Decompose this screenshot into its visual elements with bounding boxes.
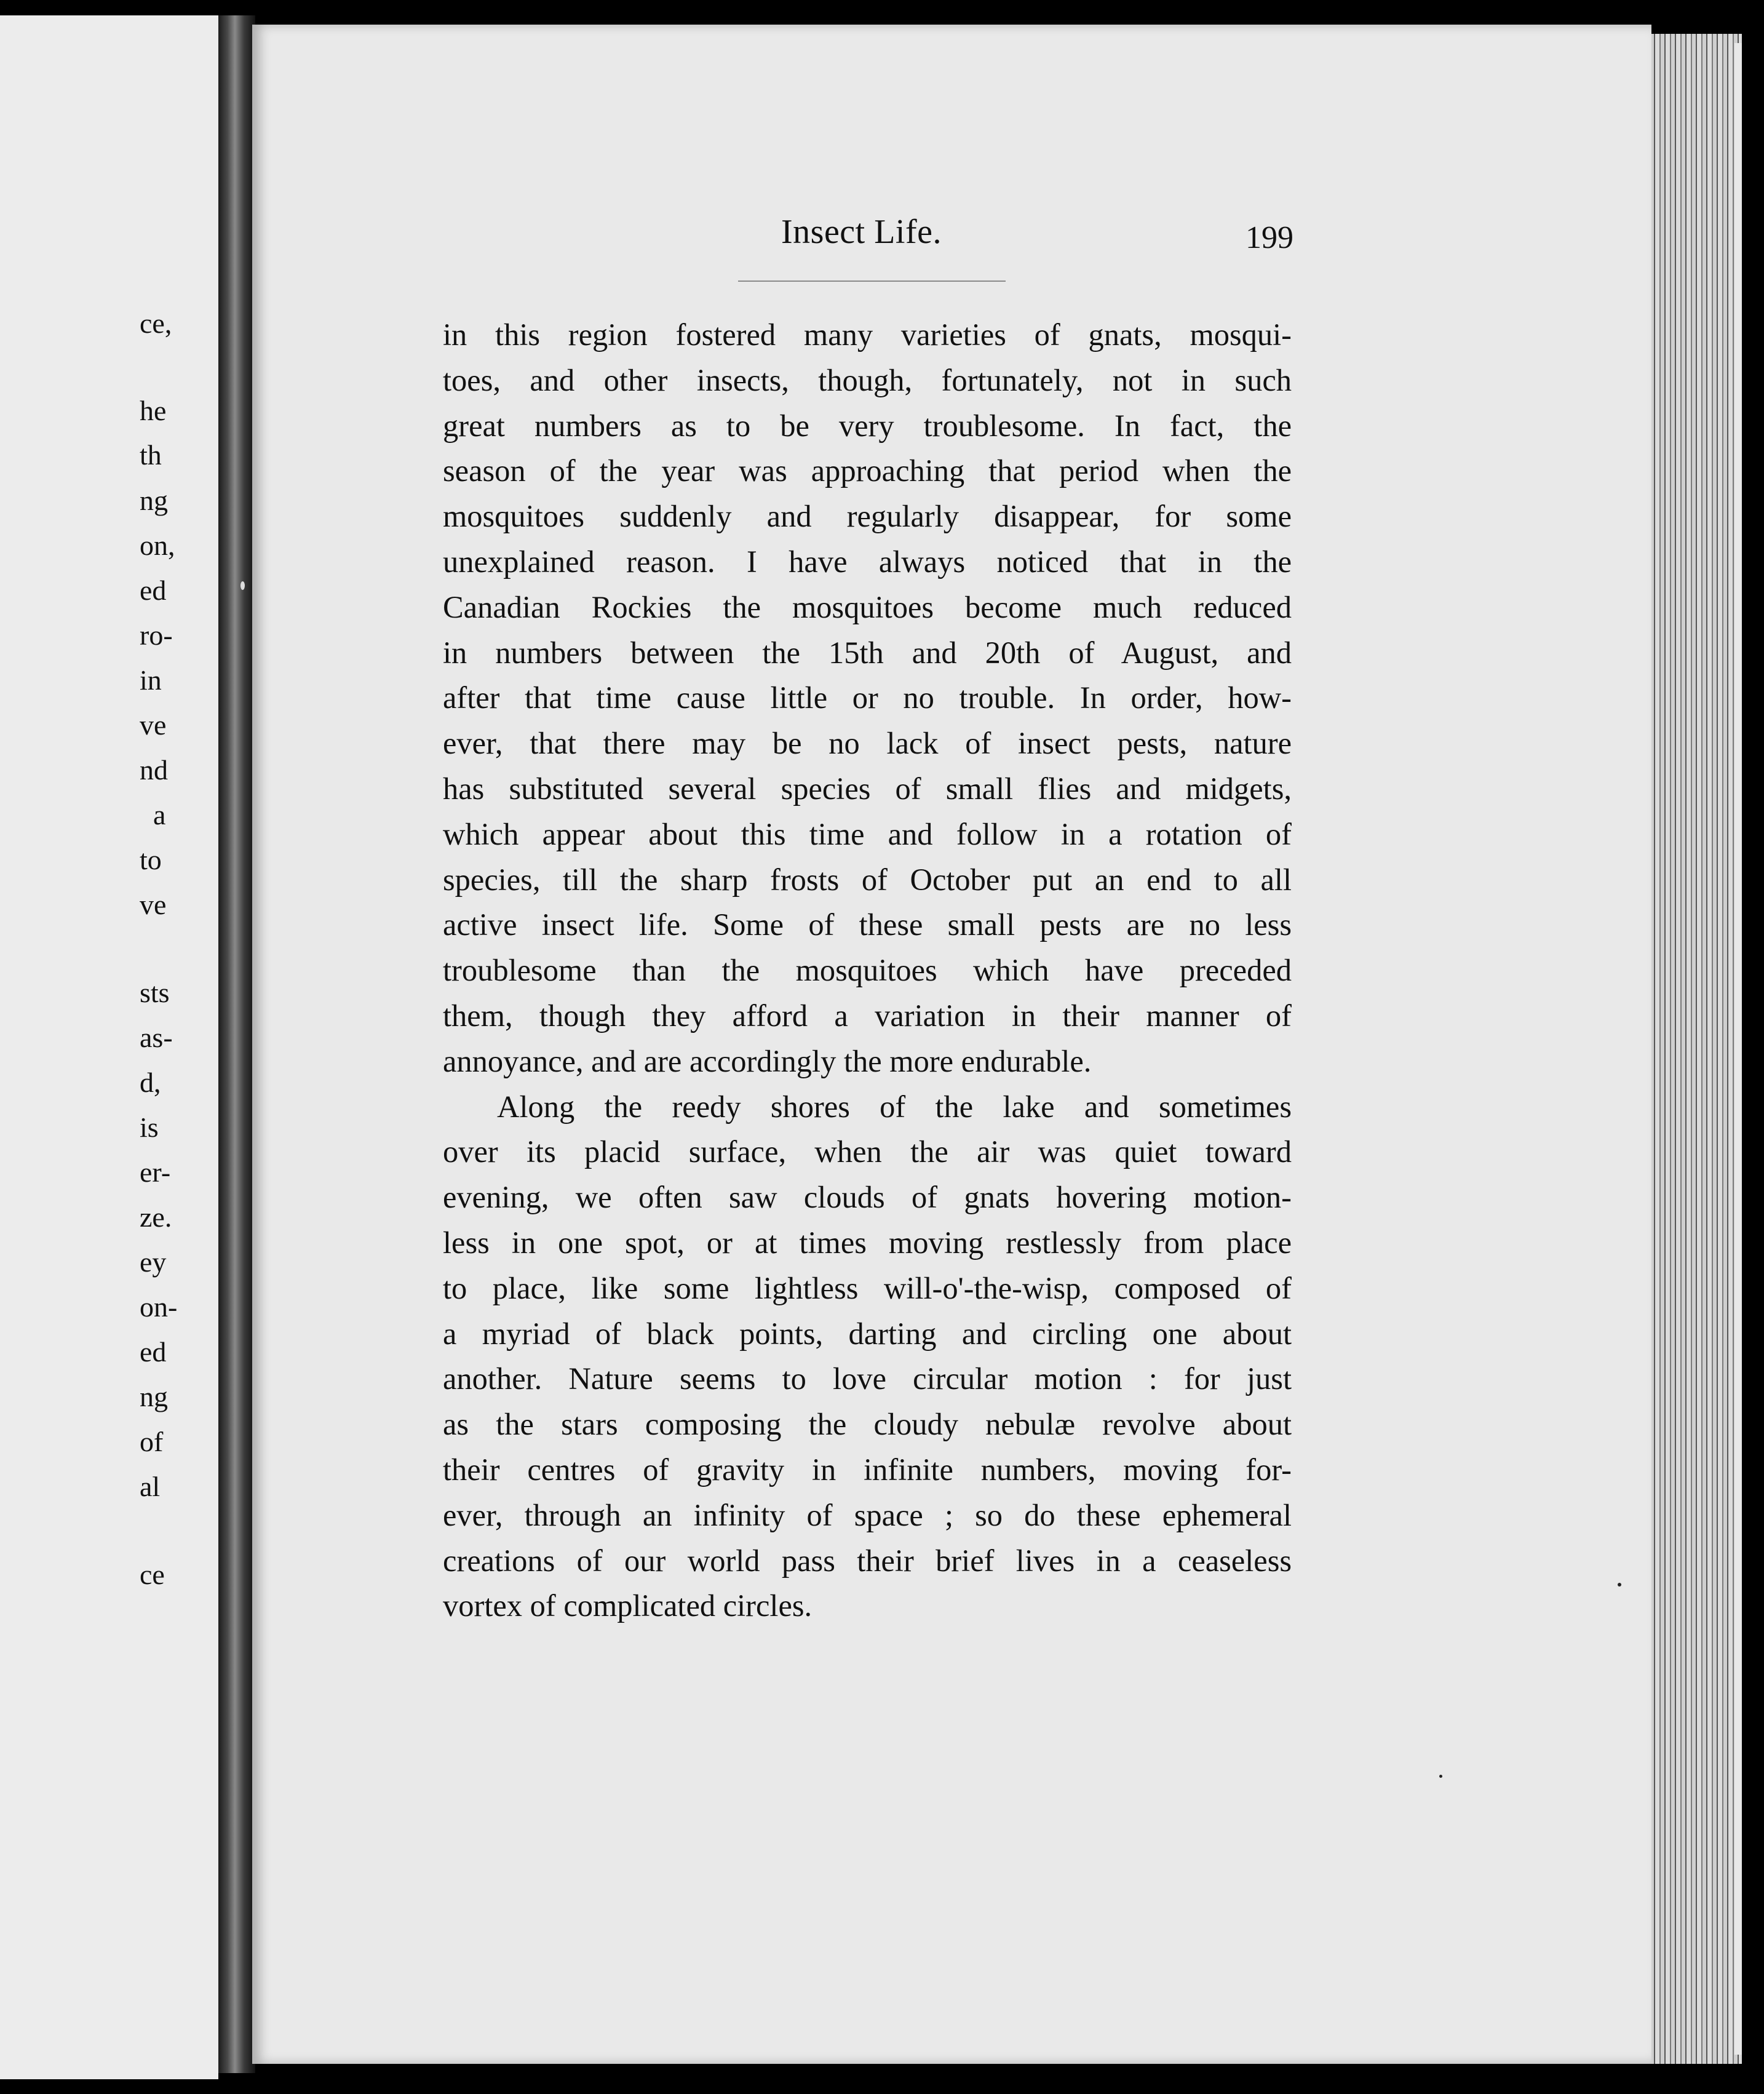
left-line-fragment: ed bbox=[140, 575, 167, 606]
text-line: in numbers between the 15th and 20th of August, and bbox=[443, 635, 1292, 670]
book-gutter bbox=[218, 15, 255, 2073]
left-line-fragment: he bbox=[140, 395, 167, 426]
text-line: as the stars composing the cloudy nebulæ revolve about bbox=[443, 1407, 1292, 1442]
body-text bbox=[443, 313, 1292, 1629]
text-line: species, till the sharp frosts of October put an end to all bbox=[443, 862, 1292, 897]
text-line: evening, we often saw clouds of gnats hovering motion- bbox=[443, 1180, 1292, 1215]
running-head-title: Insect Life. bbox=[781, 213, 942, 251]
left-line-fragment: ve bbox=[140, 889, 167, 920]
left-line-fragment: sts bbox=[140, 977, 170, 1008]
left-line-fragment: ce, bbox=[140, 308, 172, 339]
left-line-fragment: d, bbox=[140, 1067, 161, 1098]
text-line: troublesome than the mosquitoes which have preceded bbox=[443, 953, 1292, 988]
text-line: ever, that there may be no lack of insect pests, nature bbox=[443, 726, 1292, 761]
facing-page-left bbox=[0, 15, 218, 2079]
left-line-fragment: al bbox=[140, 1471, 161, 1502]
left-line-fragment: ce bbox=[140, 1559, 165, 1590]
gutter-mark bbox=[240, 581, 245, 590]
left-line-fragment: as- bbox=[140, 1022, 173, 1053]
dust-speck bbox=[1439, 1775, 1442, 1778]
left-line-fragment: th bbox=[140, 439, 162, 471]
text-line: in this region fostered many varieties of gnats, mosqui- bbox=[443, 317, 1292, 352]
text-line: season of the year was approaching that period when the bbox=[443, 453, 1292, 488]
left-line-fragment: ro- bbox=[140, 619, 173, 651]
left-line-fragment: on, bbox=[140, 530, 175, 561]
left-line-fragment: ve bbox=[140, 709, 167, 741]
left-line-fragment: of bbox=[140, 1426, 164, 1457]
text-line: creations of our world pass their brief lives in a ceaseless bbox=[443, 1543, 1292, 1578]
text-line: which appear about this time and follow in a rotation of bbox=[443, 816, 1292, 851]
text-line: them, though they afford a variation in their manner of bbox=[443, 998, 1292, 1033]
text-line: great numbers as to be very troublesome. In fact, the bbox=[443, 408, 1292, 443]
text-line: a myriad of black points, darting and circling one about bbox=[443, 1316, 1292, 1351]
text-line: has substituted several species of small flies and midgets, bbox=[443, 771, 1292, 806]
left-line-fragment: ng bbox=[140, 1381, 168, 1412]
left-line-fragment: er- bbox=[140, 1156, 171, 1188]
header-rule bbox=[738, 281, 1006, 282]
text-line: to place, like some lightless will-o'-the-wisp, composed of bbox=[443, 1270, 1292, 1305]
left-line-fragment: ed bbox=[140, 1336, 167, 1367]
text-line: ever, through an infinity of space ; so do these ephemeral bbox=[443, 1497, 1292, 1532]
book-fore-edge-end bbox=[1734, 43, 1742, 2055]
text-line: less in one spot, or at times moving restlessly from place bbox=[443, 1225, 1292, 1260]
text-line: another. Nature seems to love circular motion : for just bbox=[443, 1361, 1292, 1396]
text-line: toes, and other insects, though, fortunately, not in such bbox=[443, 362, 1292, 397]
left-line-fragment: on- bbox=[140, 1291, 178, 1323]
left-line-fragment: ey bbox=[140, 1246, 167, 1278]
left-line-fragment: to bbox=[140, 844, 162, 875]
text-line: mosquitoes suddenly and regularly disappear, for some bbox=[443, 499, 1292, 534]
paragraph-last-line: annoyance, and are accordingly the more endurable. bbox=[443, 1043, 1092, 1078]
left-line-fragment: is bbox=[140, 1112, 159, 1143]
paragraph-last-line: vortex of complicated circles. bbox=[443, 1588, 812, 1623]
left-line-fragment: nd bbox=[140, 754, 168, 786]
text-line: unexplained reason. I have always noticed that in the bbox=[443, 544, 1292, 579]
text-line: after that time cause little or no trouble. In order, how- bbox=[443, 680, 1292, 715]
page-number: 199 bbox=[1246, 220, 1293, 255]
text-line: active insect life. Some of these small pests are no less bbox=[443, 907, 1292, 942]
text-line: Canadian Rockies the mosquitoes become much reduced bbox=[443, 589, 1292, 624]
left-line-fragment: in bbox=[140, 664, 162, 696]
text-line: over its placid surface, when the air was quiet toward bbox=[443, 1134, 1292, 1169]
left-line-fragment: a bbox=[153, 799, 166, 830]
dust-speck bbox=[1618, 1583, 1621, 1586]
text-line: their centres of gravity in infinite numbers, moving for- bbox=[443, 1452, 1292, 1487]
left-line-fragment: ze. bbox=[140, 1201, 172, 1233]
paragraph-first-line: Along the reedy shores of the lake and sometimes bbox=[497, 1089, 1292, 1124]
left-line-fragment: ng bbox=[140, 485, 168, 516]
